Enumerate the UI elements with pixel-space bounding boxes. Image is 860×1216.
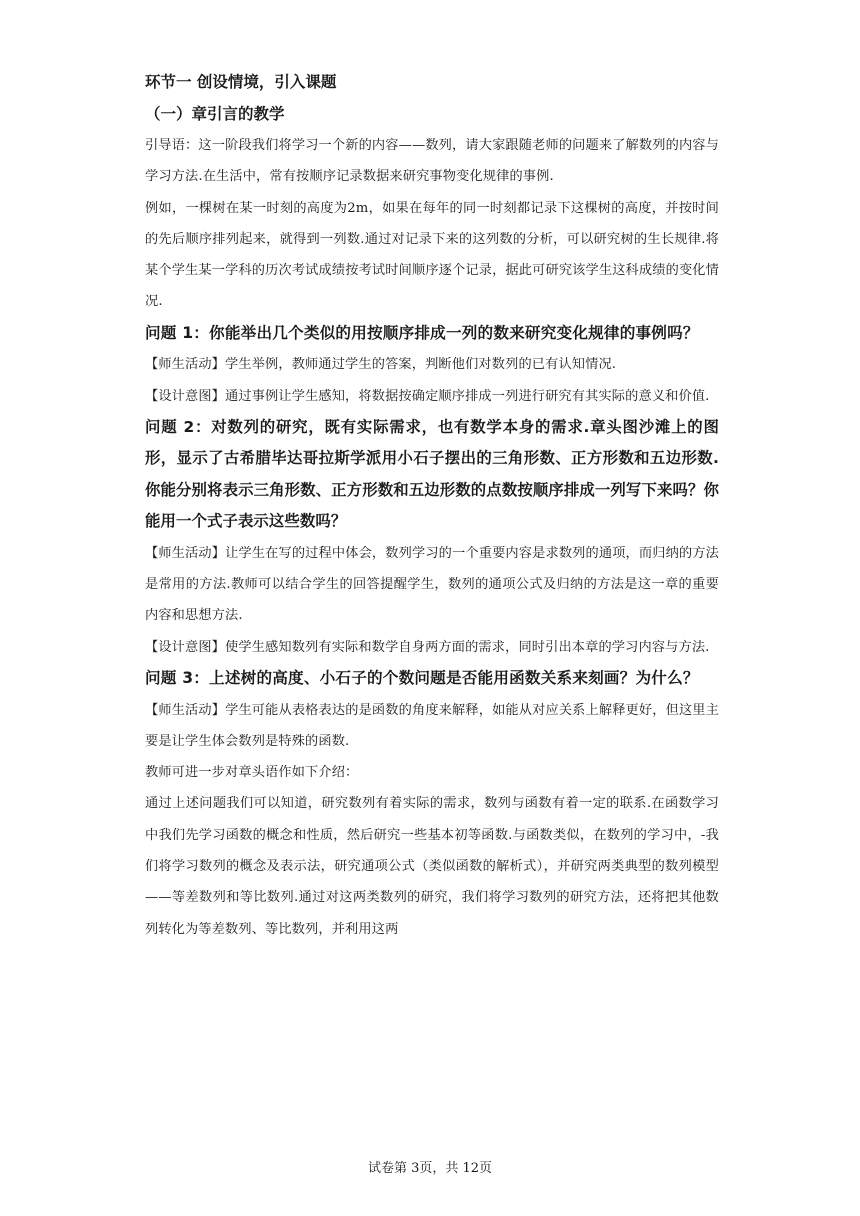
intro-paragraph: 引导语：这一阶段我们将学习一个新的内容——数列，请大家跟随老师的问题来了解数列的内容与学习方法.在生活中，常有按顺序记录数据来研究事物变化规律的事例. [145,138,719,185]
closing-paragraph: 通过上述问题我们可以知道，研究数列有着实际的需求，数列与函数有着一定的联系.在函数学习中我们先学习函数的概念和性质，然后研究一些基本初等函数.与函数类似，在数列的学习中，-我们将学习数列的概念及表示法，研究通项公式（类似函数的解析式），并研究两类典型的数列模型——等差数列和等比数列.通过对这两类数列的研究，我们将学习数列的研究方法，还将把其他数列转化为等差数列、等比数列，并利用这两 [145,796,719,937]
question-1: 问题 1：你能举出几个类似的用按顺序排成一列的数来研究变化规律的事例吗？ [145,323,699,342]
question-2-intent: 【设计意图】使学生感知数列有实际和数学自身两方面的需求，同时引出本章的学习内容与方法. [145,639,710,655]
subsection-title: （一）章引言的教学 [145,105,285,123]
example-paragraph: 例如，一棵树在某一时刻的高度为2m，如果在每年的同一时刻都记录下这棵树的高度，并按时间的先后顺序排列起来，就得到一列数.通过对记录下来的这列数的分析，可以研究树的生长规律.将某个学生某一学科的历次考试成绩按考试时间顺序逐个记录，据此可研究该学生这科成绩的变化情况. [145,200,719,310]
question-2-activity: 【师生活动】让学生在写的过程中体会，数列学习的一个重要内容是求数列的通项，而归纳的方法是常用的方法.教师可以结合学生的回答提醒学生，数列的通项公式及归纳的方法是这一章的重要内容和思想方法. [145,545,719,624]
question-1-intent: 【设计意图】通过事例让学生感知，将数据按确定顺序排成一列进行研究有其实际的意义和价值. [145,388,710,404]
section-title: 环节一 创设情境，引入课题 [145,73,337,91]
teacher-intro-paragraph: 教师可进一步对章头语作如下介绍： [145,765,359,781]
page-footer: 试卷第 3页，共 12页 [367,1161,493,1176]
question-3-activity: 【师生活动】学生可能从表格表达的是函数的角度来解释，如能从对应关系上解释更好，但这里主要是让学生体会数列是特殊的函数. [145,702,719,749]
question-3: 问题 3：上述树的高度、小石子的个数问题是否能用函数关系来刻画？为什么？ [145,669,699,688]
question-1-activity: 【师生活动】学生举例，教师通过学生的答案，判断他们对数列的已有认知情况. [145,357,617,373]
question-2: 问题 2：对数列的研究，既有实际需求，也有数学本身的需求.章头图沙滩上的图形，显示了古希腊毕达哥拉斯学派用小石子摆出的三角形数、正方形数和五边形数.你能分别将表示三角形数、正方形数和五边形数的点数按顺序排成一列写下来吗？你能用一个式子表示这些数吗？ [145,417,719,531]
document-body [145,66,719,945]
